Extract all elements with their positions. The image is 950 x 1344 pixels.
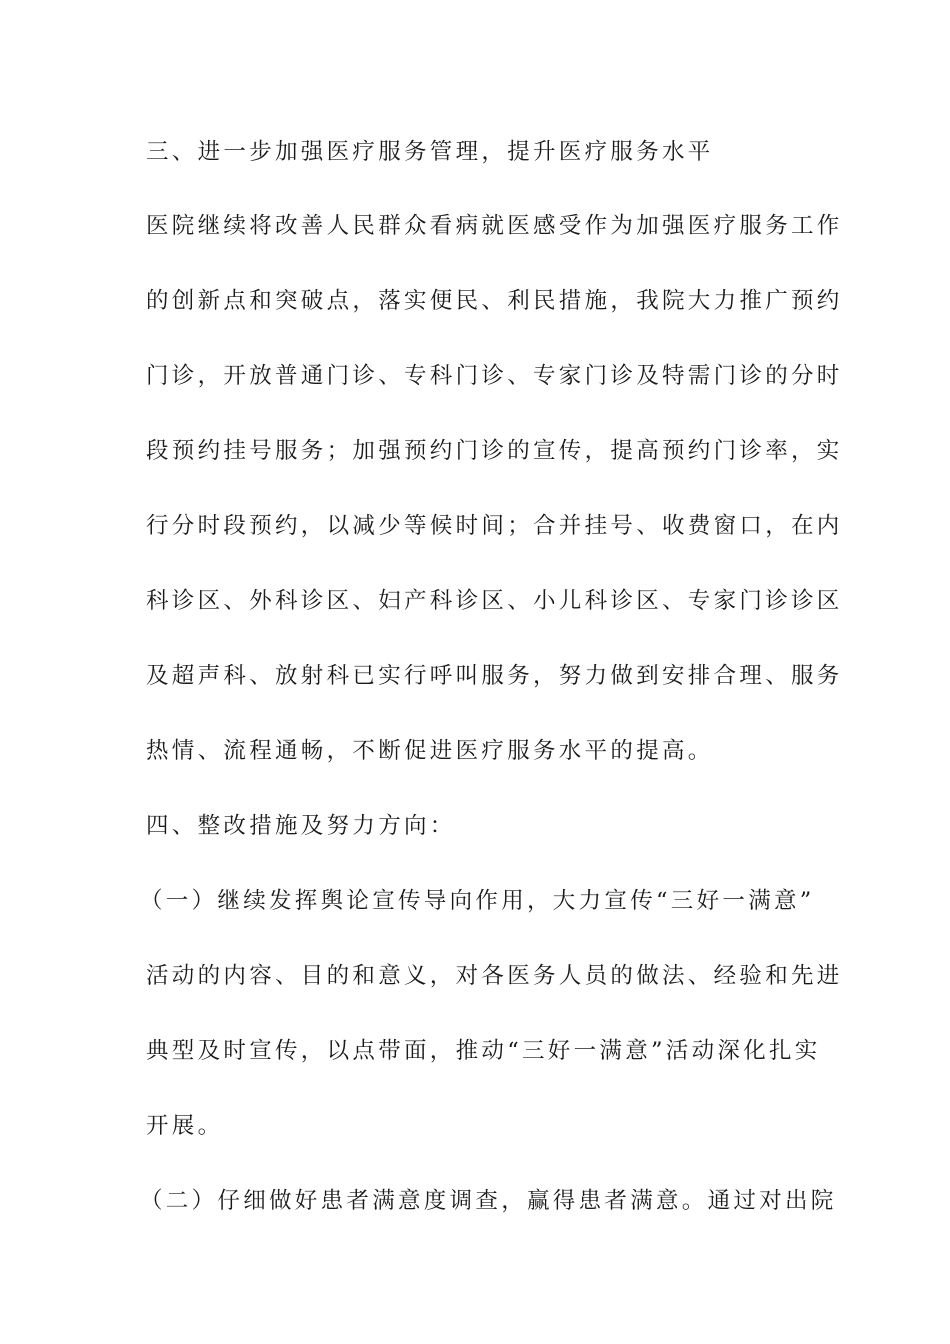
paragraph-line: 行分时段预约，以减少等候时间；合并挂号、收费窗口，在内 xyxy=(146,513,843,539)
section-heading-3: 三、进一步加强医疗服务管理，提升医疗服务水平 xyxy=(146,139,714,165)
paragraph-line: （二）仔细做好患者满意度调查，赢得患者满意。通过对出院 xyxy=(140,1188,837,1214)
paragraph-line: 活动的内容、目的和意义，对各医务人员的做法、经验和先进 xyxy=(146,963,843,989)
paragraph-line: 段预约挂号服务；加强预约门诊的宣传，提高预约门诊率，实 xyxy=(146,438,843,464)
paragraph-line: 及超声科、放射科已实行呼叫服务，努力做到安排合理、服务 xyxy=(146,663,843,689)
paragraph-line: 医院继续将改善人民群众看病就医感受作为加强医疗服务工作 xyxy=(146,213,843,239)
paragraph-line: 开展。 xyxy=(146,1113,224,1139)
paragraph-line: 门诊，开放普通门诊、专科门诊、专家门诊及特需门诊的分时 xyxy=(146,363,843,389)
paragraph-line: 热情、流程通畅，不断促进医疗服务水平的提高。 xyxy=(146,738,714,764)
section-heading-4: 四、整改措施及努力方向： xyxy=(146,813,456,839)
paragraph-line: 科诊区、外科诊区、妇产科诊区、小儿科诊区、专家门诊诊区 xyxy=(146,588,843,614)
paragraph-line: 的创新点和突破点，落实便民、利民措施，我院大力推广预约 xyxy=(146,288,843,314)
paragraph-line: （一）继续发挥舆论宣传导向作用，大力宣传“三好一满意” xyxy=(140,888,815,914)
paragraph-line: 典型及时宣传，以点带面，推动“三好一满意”活动深化扎实 xyxy=(146,1038,821,1064)
